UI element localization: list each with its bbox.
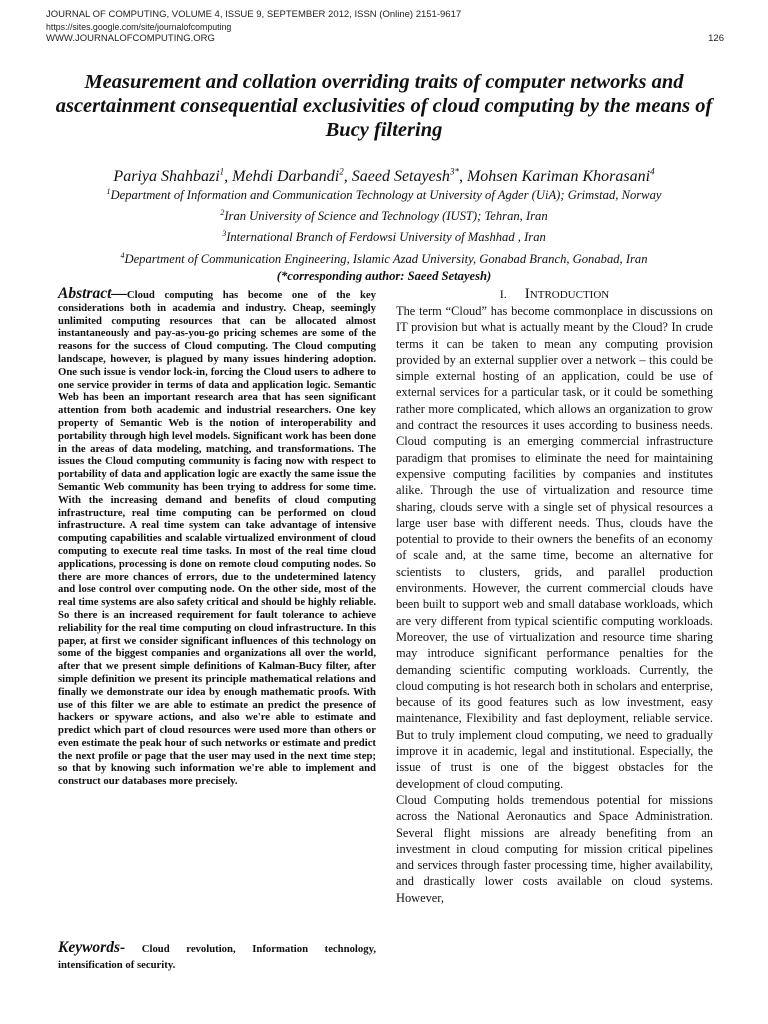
keywords-text: Cloud revolution, Information technology, intensification of security. bbox=[58, 943, 376, 971]
affiliation: $^4$Department of Communication Engineering, Islamic Azad University, Gonabad Branch, Gonabad, Iran bbox=[120, 250, 648, 266]
paragraph: The term “Cloud” has become commonplace in discussions on IT provision but what is actually meant by the Cloud? In crude terms it can be taken to mean any computing provision provided by an external supplier over a network – this could be simple external hosting of an application, could be use of external services for a particular task, or it could be something rather more complicated, which allows an organization to grow and contract the resources it uses according to business needs. Cloud computing is an emerging commercial infrastructure paradigm that promises to eliminate the need for maintaining expensive computing facilities by companies and institutes alike. Through the use of virtualization and resource time sharing, clouds serve with a single set of physical resources a large user base with different needs. Thus, clouds have the potential to provide to their owners the benefits of an economy of scale and, at the same time, become an alternative for scientists to clusters, grids, and parallel production environments. However, the current commercial clouds have been built to support web and small database workloads, which are very different from typical scientific computing workloads. Moreover, the use of virtualization and resource time sharing may introduce significant performance penalties for the demanding scientific computing workloads. Currently, the cloud computing is hot research both in scholars and enterprise, because of its good features such as low investment, easy maintenance, Flexibility and fast deployment, reliable service. But to truly implement cloud computing, we need to gradually improve it in academic, legal and institutional. Especially, the issue of trust is one of the biggest obstacles for the development of cloud computing. bbox=[396, 304, 713, 791]
affiliation: $^1$Department of Information and Communication Technology at University of Agder (UiA); Grimstad, Norway bbox=[106, 187, 662, 203]
section-heading bbox=[396, 285, 713, 303]
affiliation: $^3$International Branch of Ferdowsi University of Mashhad , Iran bbox=[222, 229, 546, 245]
introduction-body bbox=[396, 303, 713, 906]
corresponding-author: (*corresponding author: Saeed Setayesh) bbox=[276, 268, 492, 283]
abstract bbox=[58, 285, 376, 788]
author: Mohsen Kariman Khorasani$^4$ bbox=[466, 167, 655, 186]
journal-www-url[interactable]: WWW.JOURNALOFCOMPUTING.ORG bbox=[46, 33, 215, 44]
affiliation: $^2$Iran University of Science and Technology (IUST); Tehran, Iran bbox=[220, 208, 548, 224]
paper-title: Measurement and collation overriding traits of computer networks and ascertainment consequential exclusivities of cloud computing by the means of Bucy filtering bbox=[55, 71, 713, 141]
author: Saeed Setayesh$^{3*}$, bbox=[351, 167, 467, 186]
abstract-label: Abstract— bbox=[58, 285, 127, 302]
journal-info: JOURNAL OF COMPUTING, VOLUME 4, ISSUE 9, SEPTEMBER 2012, ISSN (Online) 2151-9617 bbox=[46, 9, 462, 20]
author: Mehdi Darbandi$^2$, bbox=[232, 167, 352, 186]
section-title: Introduction bbox=[524, 286, 610, 302]
journal-site-url[interactable]: https://sites.google.com/site/journalofcomputing bbox=[46, 22, 232, 32]
affiliation-list bbox=[40, 183, 728, 285]
running-header bbox=[46, 9, 726, 45]
section-number: I. bbox=[499, 287, 507, 301]
abstract-text: Cloud computing has become one of the key considerations both in academia and industry. Cheap, seemingly unlimited computing resources that can be allocated almost instantaneously and pay-as-you-go pricing schemes are some of the reasons for the success of Cloud computing. The Cloud computing landscape, however, is plagued by many issues hindering adoption. One such issue is vendor lock-in, forcing the Cloud users to adhere to one service provider in terms of data and application logic. Semantic Web has been an important research area that has seen significant attention from both academic and industrial researchers. One key property of Semantic Web is the notion of interoperability and portability through high level models. Significant work has been done in the areas of data modeling, matching, and transformations. The issues the Cloud computing community is facing now with respect to portability of data and application logic are exactly the same issue the Semantic Web community has been trying to address for some time. With the increasing demand and benefits of cloud computing infrastructure, real time computing can be performed on cloud infrastructure. A real time system can take advantage of intensive computing capabilities and scalable virtualized environment of cloud computing to execute real time tasks. In most of the real time cloud applications, processing is done on remote cloud computing nodes. So there are more chances of errors, due to the undetermined latency and lose control over computing node. On the other side, most of the real time systems are also safety critical and should be highly reliable. So there is an increased requirement for fault tolerance to achieve reliability for the real time computing on cloud infrastructure. In this paper, at first we consider significant influences of this technology on some of the biggest companies and organizations all over the world, after that we present simple definitions of Kalman-Bucy filter, after simple definition we present its principle mathematical relations and finally we demonstrate our idea by enough mathematic proofs. With use of this filter we are able to estimate an predict the presence of hackers or spyware actions, and also we're able to estimate and predict which part of cloud resources were used more than others or even estimate the peak hour of such networks or estimate and predict the next profile or page that the user may used in the next time step; so that by knowing such information we're able to implement and construct our databases more precisely. bbox=[58, 289, 376, 788]
keywords bbox=[58, 940, 376, 973]
page-number: 126 bbox=[708, 33, 724, 44]
paragraph: Cloud Computing holds tremendous potential for missions across the National Aeronautics and Space Administration. Several flight missions are already benefiting from an investment in cloud computing for mission critical pipelines and services through faster processing time, higher availability, and drastically lower costs available on cloud systems. However, bbox=[396, 792, 713, 905]
keywords-label: Keywords- bbox=[58, 939, 126, 956]
author: Pariya Shahbazi$^1$, bbox=[113, 167, 233, 186]
